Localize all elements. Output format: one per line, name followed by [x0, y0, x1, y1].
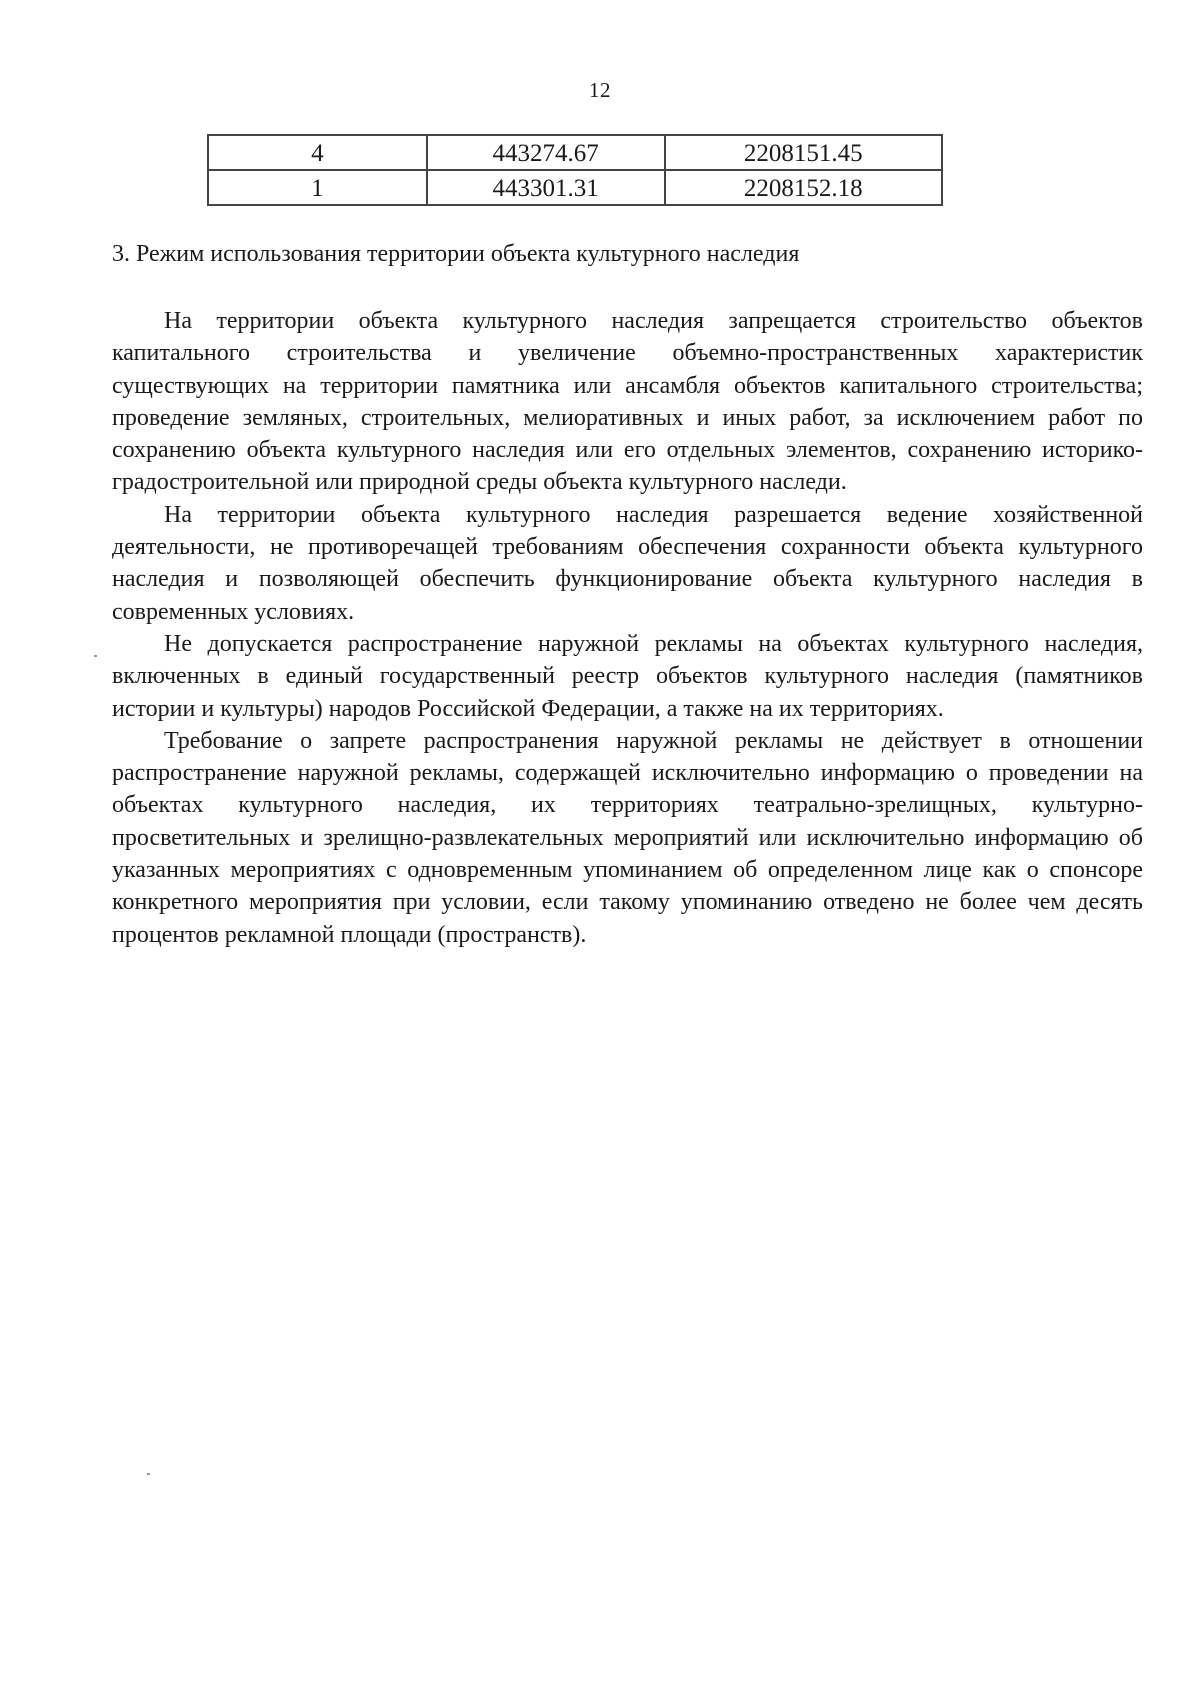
section-heading: 3. Режим использования территории объекта культурного наследия: [112, 241, 800, 267]
section-body: [112, 305, 1143, 951]
table-cell-x-coordinate: 443301.31: [427, 170, 665, 205]
paragraph: Не допускается распространение наружной рекламы на объектах культурного наследия, включенных в единый государственный реестр объектов культурного наследия (памятников истории и культуры) народов Российской Федерации, а также на их территориях.: [112, 630, 1143, 722]
table-row: [208, 170, 942, 205]
table-cell-point-number: 1: [208, 170, 427, 205]
table-cell-point-number: 4: [208, 135, 427, 170]
paragraph: На территории объекта культурного наследия разрешается ведение хозяйственной деятельности, не противоречащей требованиям обеспечения сохранности объекта культурного наследия и позволяющей обеспечить функционирование объекта культурного наследия в современных условиях.: [112, 501, 1143, 625]
table-row: [208, 135, 942, 170]
table-cell-x-coordinate: 443274.67: [427, 135, 665, 170]
paragraph: На территории объекта культурного наследия запрещается строительство объектов капитального строительства и увеличение объемно-пространственных характеристик существующих на территории памятника или ансамбля объектов капитального строительства; проведение земляных, строительных, мелиоративных и иных работ, за исключением работ по сохранению объекта культурного наследия или его отдельных элементов, сохранению историко-градостроительной или природной среды объекта культурного наследи.: [112, 308, 1143, 496]
paragraph: Требование о запрете распространения наружной рекламы не действует в отношении распространение наружной рекламы, содержащей исключительно информацию о проведении на объектах культурного наследия, их территориях театрально-зрелищных, культурно-просветительных и зрелищно-развлекательных мероприятий или исключительно информацию об указанных мероприятиях с одновременным упоминанием об определенном лице как о спонсоре конкретного мероприятия при условии, если такому упоминанию отведено не более чем десять процентов рекламной площади (пространств).: [112, 727, 1143, 948]
page-number: 12: [589, 78, 611, 102]
scan-speck: [147, 1473, 150, 1475]
table-cell-y-coordinate: 2208151.45: [665, 135, 942, 170]
coordinates-table: [207, 134, 943, 206]
scan-speck: [94, 655, 97, 657]
table-cell-y-coordinate: 2208152.18: [665, 170, 942, 205]
